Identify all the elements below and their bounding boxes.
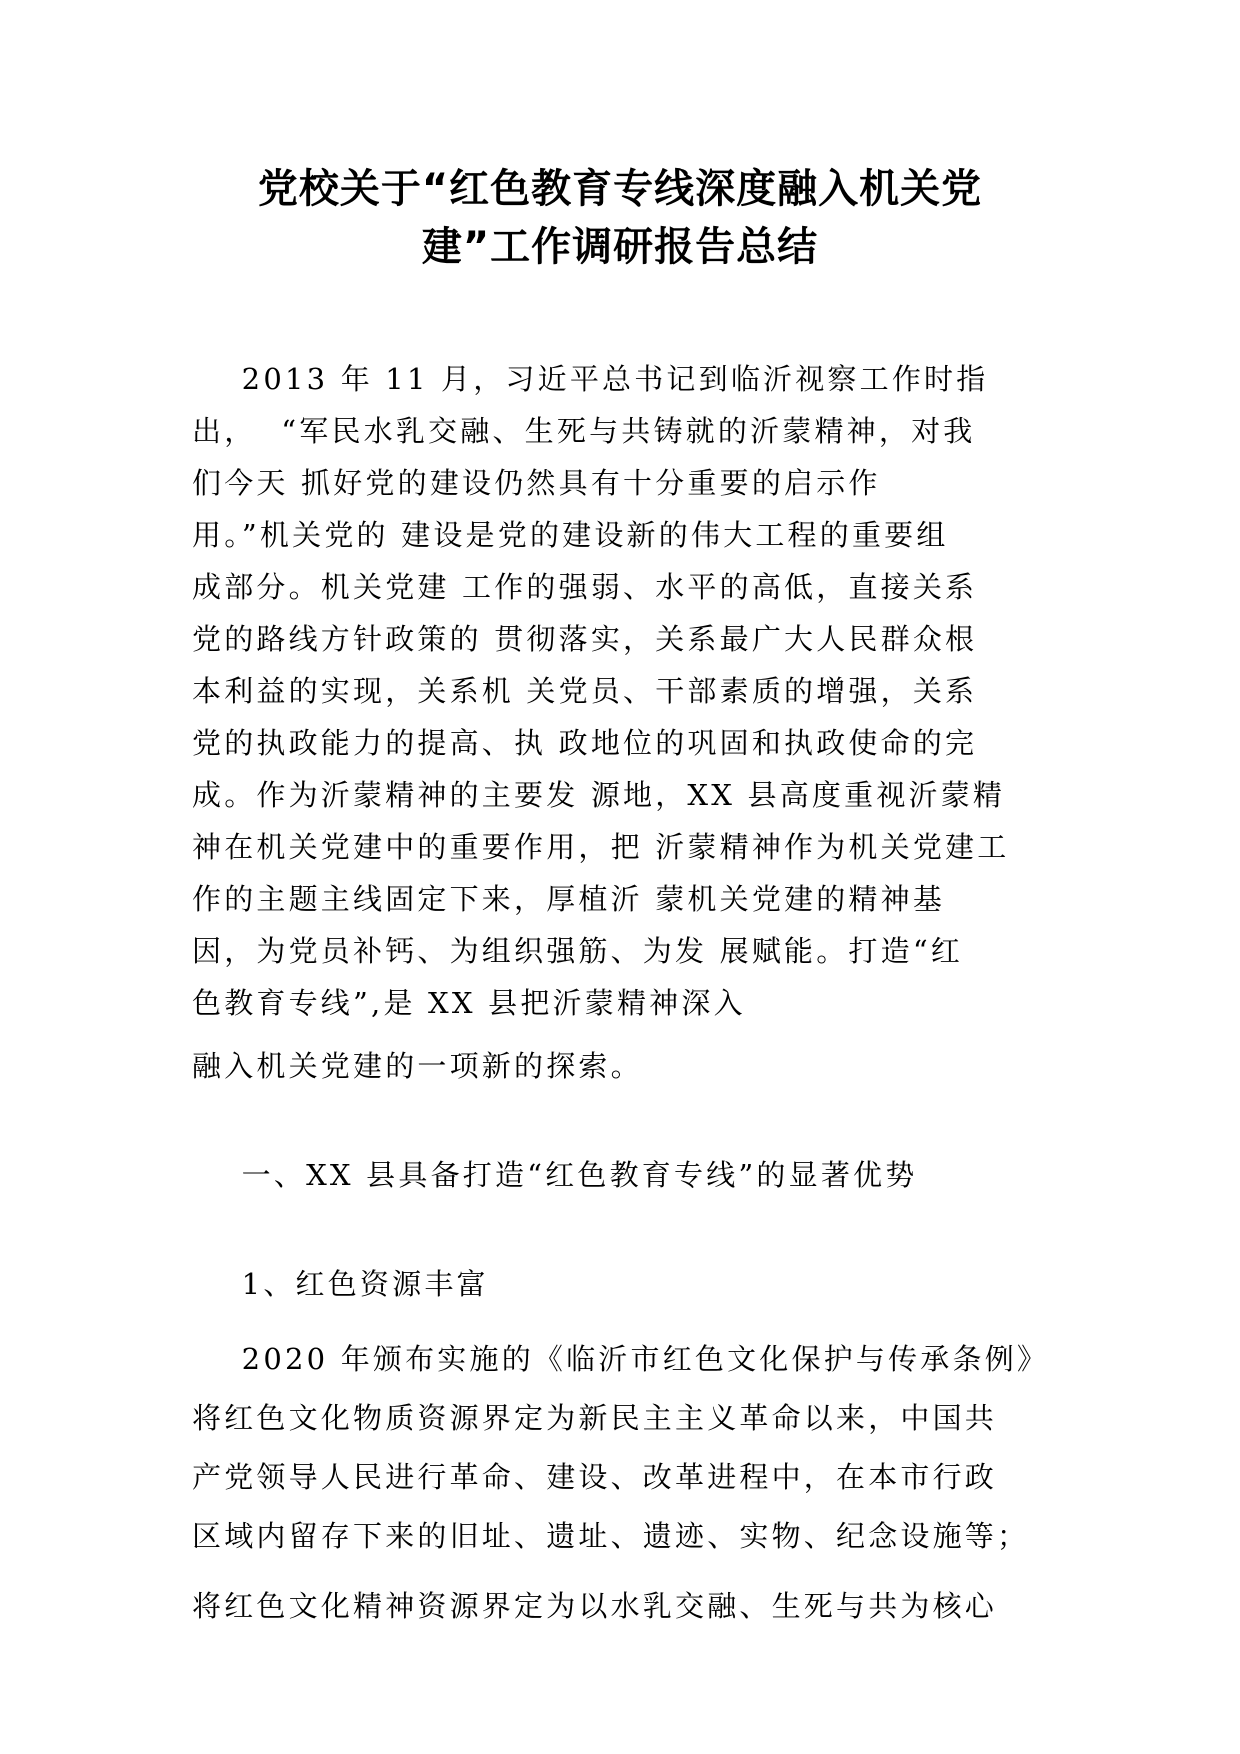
body-line-9: 成。作为沂蒙精神的主要发 源地，XX 县高度重视沂蒙精 [192,778,1006,812]
document-title-line-2: 建”工作调研报告总结 [421,224,819,270]
body-line-14: 融入机关党建的一项新的探索。 [192,1049,643,1083]
body-line-13: 色教育专线”,是 XX 县把沂蒙精神深入 [192,986,746,1020]
body-line-3: 们今天 抓好党的建设仍然具有十分重要的启示作 [192,466,881,500]
body-line-18: 区域内留存下来的旧址、遗址、遗迹、实物、纪念设施等； [192,1519,1030,1553]
body-line-15: 2020 年颁布实施的《临沂市红色文化保护与传承条例》 [192,1342,1050,1376]
body-line-16: 将红色文化物质资源界定为新民主主义革命以来，中国共 [192,1401,998,1435]
body-line-1: 2013 年 11 月，习近平总书记到临沂视察工作时指 [192,362,989,396]
body-line-19: 将红色文化精神资源界定为以水乳交融、生死与共为核心 [192,1589,998,1623]
body-line-7: 本利益的实现，关系机 关党员、干部素质的增强，关系 [192,674,978,708]
body-line-6: 党的路线方针政策的 贯彻落实，关系最广大人民群众根 [192,622,978,656]
body-line-2: 出， “军民水乳交融、生死与共铸就的沂蒙精神，对我 [192,414,976,448]
body-line-8: 党的执政能力的提高、执 政地位的巩固和执政使命的完 [192,726,978,760]
document-title-line-1: 党校关于“红色教育专线深度融入机关党 [257,166,983,212]
body-line-12: 因，为党员补钙、为组织强筋、为发 展赋能。打造“红 [192,934,964,968]
body-line-5: 成部分。机关党建 工作的强弱、水平的高低，直接关系 [192,570,978,604]
section-heading-1: 一、XX 县具备打造“红色教育专线”的显著优势 [192,1158,918,1192]
body-line-11: 作的主题主线固定下来，厚植沂 蒙机关党建的精神基 [192,882,946,916]
subsection-heading-1: 1、红色资源丰富 [192,1267,489,1301]
body-line-10: 神在机关党建中的重要作用，把 沂蒙精神作为机关党建工 [192,830,1010,864]
body-line-4: 用。”机关党的 建设是党的建设新的伟大工程的重要组 [192,518,949,552]
body-line-17: 产党领导人民进行革命、建设、改革进程中，在本市行政 [192,1460,998,1494]
